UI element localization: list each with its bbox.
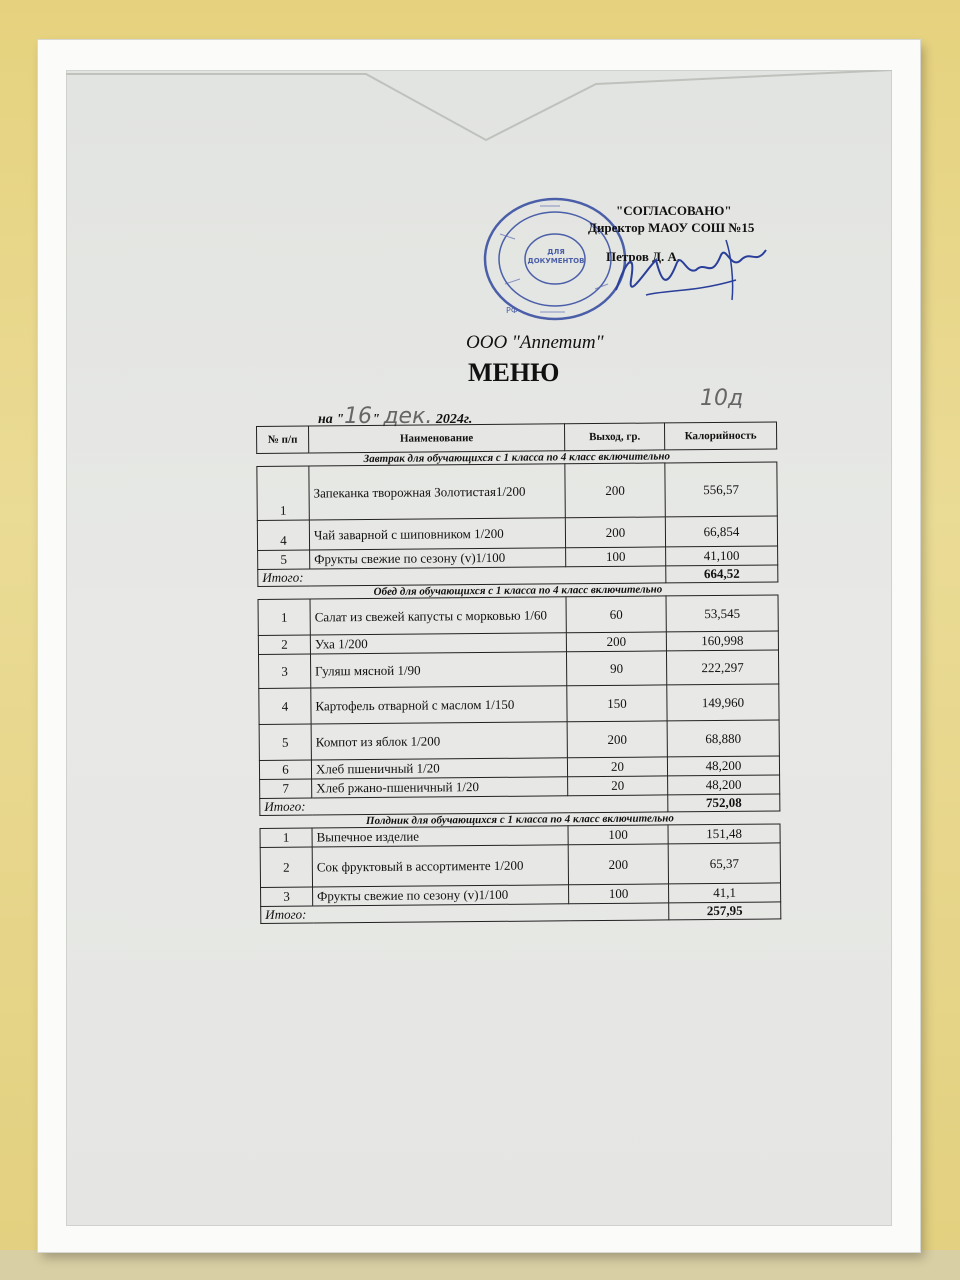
row-number: 4 <box>257 520 309 550</box>
header-number: № п/п <box>257 426 309 453</box>
row-calories: 41,1 <box>669 883 781 903</box>
row-name: Картофель отварной с маслом 1/150 <box>311 686 567 724</box>
total-label: Итого: <box>261 903 669 924</box>
date-line: на "16" дек. 2024г. <box>318 404 473 429</box>
table-row <box>260 843 780 888</box>
row-name: Хлеб ржано-пшеничный 1/20 <box>312 777 568 798</box>
menu-title: МЕНЮ <box>468 358 560 387</box>
header-name: Наименование <box>309 424 565 453</box>
row-name: Компот из яблок 1/200 <box>311 722 567 760</box>
row-calories: 68,880 <box>667 720 779 757</box>
row-name: Хлеб пшеничный 1/20 <box>311 758 567 779</box>
total-value: 257,95 <box>669 902 781 920</box>
total-value: 752,08 <box>668 794 780 812</box>
acrylic-frame <box>38 40 920 1252</box>
row-number: 4 <box>259 688 311 724</box>
row-output: 200 <box>565 463 665 518</box>
row-output: 200 <box>568 844 668 885</box>
row-calories: 65,37 <box>668 843 780 884</box>
row-name: Салат из свежей капусты с морковью 1/60 <box>310 597 566 635</box>
row-name: Сок фруктовый в ассортименте 1/200 <box>312 845 568 887</box>
date-prefix: на <box>318 412 333 427</box>
row-output: 60 <box>566 596 666 633</box>
row-number: 2 <box>258 635 310 654</box>
row-calories: 48,200 <box>667 756 779 776</box>
row-number: 6 <box>259 760 311 779</box>
row-calories: 48,200 <box>668 775 780 795</box>
row-name: Фрукты свежие по сезону (v)1/100 <box>310 548 566 569</box>
row-name: Уха 1/200 <box>310 633 566 654</box>
row-calories: 556,57 <box>665 462 777 517</box>
row-number: 1 <box>258 599 310 635</box>
total-label: Итого: <box>258 566 666 587</box>
grade-note: 10д <box>700 386 744 411</box>
header-calories: Калорийность <box>664 422 776 450</box>
row-output: 90 <box>566 651 666 686</box>
date-year: 2024г. <box>435 412 473 427</box>
row-output: 200 <box>567 721 667 758</box>
row-output: 100 <box>566 547 666 567</box>
row-name: Чай заварной с шиповником 1/200 <box>309 518 565 550</box>
section-title: Полдник для обучающихся с 1 класса по 4 класс включительно <box>260 811 780 829</box>
table-row <box>258 595 778 636</box>
date-month: дек. <box>383 404 433 429</box>
date-day: 16 <box>344 404 373 429</box>
table-row <box>259 684 779 725</box>
row-calories: 149,960 <box>667 684 779 721</box>
row-output: 20 <box>568 776 668 796</box>
row-number: 5 <box>258 550 310 569</box>
row-number: 3 <box>261 887 313 906</box>
total-label: Итого: <box>260 795 668 816</box>
pocket-notch <box>66 70 892 160</box>
company-name: ООО "Аппетит" <box>466 332 604 353</box>
approval-position: Директор МАОУ СОШ №15 <box>588 220 755 235</box>
frame-pocket <box>66 70 892 1226</box>
row-output: 200 <box>566 632 666 652</box>
row-output: 100 <box>569 884 669 904</box>
section-title: Завтрак для обучающихся с 1 класса по 4 класс включительно <box>257 449 777 467</box>
row-calories: 222,297 <box>666 650 778 685</box>
row-name: Гуляш мясной 1/90 <box>310 652 566 688</box>
row-calories: 160,998 <box>666 631 778 651</box>
row-number: 3 <box>258 654 310 688</box>
row-number: 2 <box>260 847 312 887</box>
stamp-subtext: РФ <box>506 306 518 315</box>
wall-stripe <box>0 1250 960 1280</box>
row-output: 20 <box>567 757 667 777</box>
signature <box>606 220 776 320</box>
row-name: Выпечное изделие <box>312 826 568 847</box>
row-calories: 151,48 <box>668 824 780 844</box>
approval-title: "СОГЛАСОВАНО" <box>616 203 732 218</box>
row-calories: 66,854 <box>665 516 777 547</box>
row-number: 5 <box>259 724 311 760</box>
menu-table <box>256 421 781 924</box>
row-number: 1 <box>260 828 312 847</box>
menu-sheet <box>256 180 776 980</box>
table-row <box>257 462 777 521</box>
header-output: Выход, гр. <box>564 423 664 451</box>
section-title: Обед для обучающихся с 1 класса по 4 класс включительно <box>258 582 778 600</box>
row-output: 100 <box>568 825 668 845</box>
row-calories: 41,100 <box>666 546 778 566</box>
table-row <box>257 516 777 551</box>
stamp-text: ДЛЯ ДОКУМЕНТОВ <box>527 248 585 265</box>
total-row <box>261 902 781 924</box>
row-name: Запеканка творожная Золотистая1/200 <box>309 464 565 520</box>
row-calories: 53,545 <box>666 595 778 632</box>
table-row <box>259 720 779 761</box>
row-output: 200 <box>565 517 665 548</box>
row-output: 150 <box>567 685 667 722</box>
total-value: 664,52 <box>666 565 778 583</box>
row-number: 1 <box>257 466 309 520</box>
row-number: 7 <box>260 779 312 798</box>
row-name: Фрукты свежие по сезону (v)1/100 <box>313 885 569 906</box>
table-row <box>258 650 778 689</box>
approval-name: Петров Д. А. <box>606 249 681 264</box>
